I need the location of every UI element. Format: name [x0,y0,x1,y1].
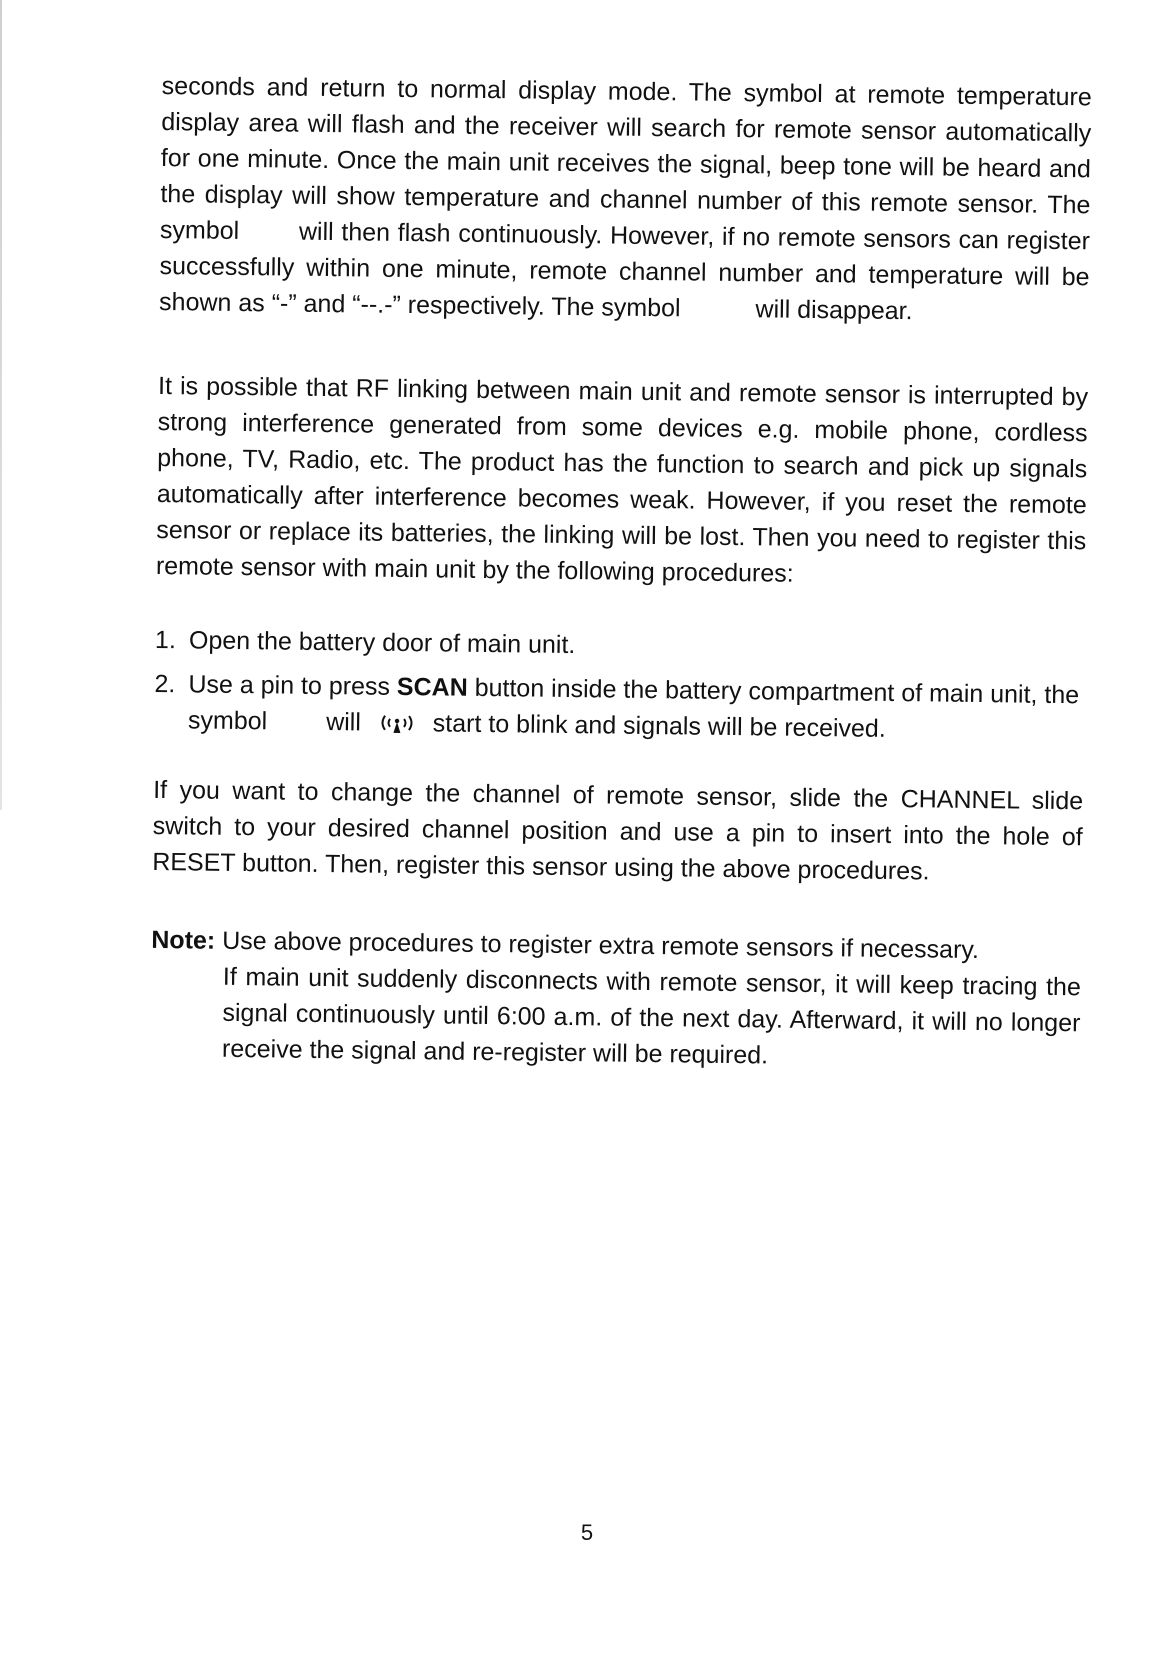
paragraph1-part-c: will disappear. [755,295,913,326]
step-text-after: button inside the battery compartment of main unit, the symbol [187,673,1080,736]
step-text: Open the battery door of main unit. [188,626,576,660]
note-first-text: Use above procedures to register extra remote sensors if necessary. [222,926,980,965]
scan-edge [0,0,2,810]
missing-symbol-placeholder-3 [267,729,319,730]
note-label: Note: [151,925,216,955]
missing-symbol-placeholder-2 [680,316,748,317]
step-text [188,666,1085,749]
paragraph1-part-b: will then flash continuously. However, if no remote sensors can register successfully within one minute, remote channel number and temperature will be shown as “-” and “--.-” respectively. The symbol [158,217,1091,323]
step-number: 1. [154,625,177,655]
note-body [150,922,1082,1077]
paragraph-signal-search [159,68,1092,331]
scan-label: SCAN [396,672,468,702]
step-text-end: start to blink and signals will be received. [432,709,886,743]
page-number: 5 [580,1520,594,1545]
step-number: 2. [154,669,176,699]
step-text-before: Use a pin to press [188,670,391,701]
procedure-steps [154,622,1085,749]
document-page [150,68,1092,1077]
note-block [150,922,1082,1077]
paragraph-channel-change: If you want to change the channel of remote sensor, slide the CHANNEL slide switch to your desired channel position and use a pin to insert into the hole of RESET button. Then, register this sensor using the above procedures. [152,775,1084,886]
paragraph-rf-linking: It is possible that RF linking between main unit and remote sensor is interrupted by strong interference generated from some devices e.g. mobile phone, cordless phone, TV, Radio, etc. The product has the function to search and pick up signals automatically after interference becomes weak. However, if you reset the remote sensor or replace its batteries, the linking will be lost. Then you need to register this remote sensor with main unit by the following procedures: [155,371,1089,588]
note-continuation: If main unit suddenly disconnects with remote sensor, it will keep tracing the signal continuously until 6:00 a.m. of the next day. Afterward, it will no longer receive the signal and re-register will be required. [221,962,1082,1070]
list-item [154,666,1085,749]
paragraph1-part-a: seconds and return to normal display mode. The symbol at remote temperature display area will flash and the receiver will search for remote sensor automatically for one minute. Once the main unit receives the signal, beep tone will be heard and the display will show temperature and channel number of this remote sensor. The symbol [159,71,1092,245]
signal-tower-icon [376,708,418,731]
list-item [155,622,1085,669]
step-text-will: will [325,708,362,737]
missing-symbol-placeholder [239,239,291,240]
